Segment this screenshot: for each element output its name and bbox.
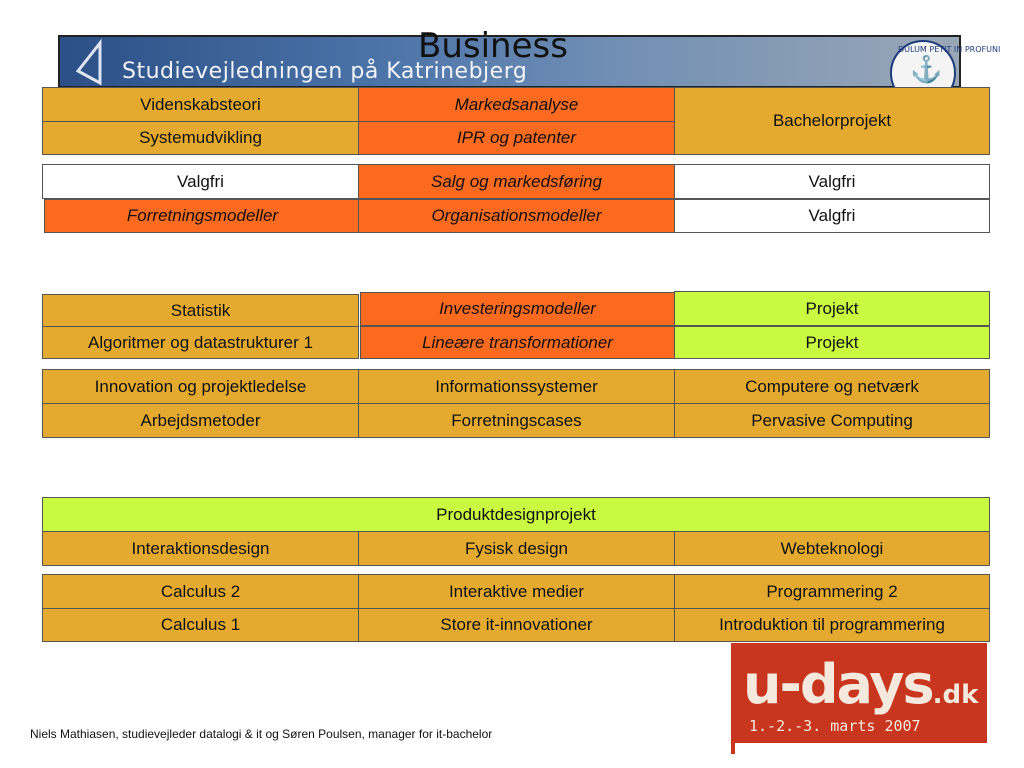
course-organisationsmodeller: Organisationsmodeller xyxy=(358,199,675,233)
course-videnskabsteori: Videnskabsteori xyxy=(42,87,359,122)
course-ipr-og-patenter: IPR og patenter xyxy=(358,121,675,155)
course-projekt: Projekt xyxy=(674,326,990,359)
course-investeringsmodeller: Investeringsmodeller xyxy=(360,292,675,326)
course-fysisk-design: Fysisk design xyxy=(358,531,675,566)
course-statistik: Statistik xyxy=(42,294,359,327)
course-programmering-2: Programmering 2 xyxy=(674,574,990,609)
course-calculus-2: Calculus 2 xyxy=(42,574,359,609)
course-store-it-innovationer: Store it-innovationer xyxy=(358,608,675,642)
course-arbejdsmetoder: Arbejdsmetoder xyxy=(42,403,359,438)
udays-logo xyxy=(731,643,987,743)
course-algoritmer-og-datastrukturer: Algoritmer og datastrukturer 1 xyxy=(42,326,359,359)
course-lineaere-transformationer: Lineære transformationer xyxy=(360,326,675,359)
course-introduktion-til-programmering: Introduktion til programmering xyxy=(674,608,990,642)
course-salg-og-markedsforing: Salg og markedsføring xyxy=(358,164,675,199)
course-forretningsmodeller: Forretningsmodeller xyxy=(44,199,361,233)
course-forretningscases: Forretningscases xyxy=(358,403,675,438)
udays-logo-main: u-days xyxy=(743,653,933,716)
course-systemudvikling: Systemudvikling xyxy=(42,121,359,155)
footer-credit: Niels Mathiasen, studievejleder datalogi & it og Søren Poulsen, manager for it-bachelor xyxy=(30,727,493,741)
course-interaktive-medier: Interaktive medier xyxy=(358,574,675,609)
course-valgfri: Valgfri xyxy=(674,164,990,199)
banner-text: Studievejledningen på Katrinebjerg xyxy=(122,59,528,84)
udays-dates: 1.-2.-3. marts 2007 xyxy=(749,717,921,735)
seal-text: DULUM PETIT IN PROFUNI xyxy=(898,45,1001,54)
page-title: Business xyxy=(418,26,568,66)
course-produktdesignprojekt: Produktdesignprojekt xyxy=(42,497,990,532)
udays-logo-suffix: .dk xyxy=(932,680,979,710)
udays-logo-text xyxy=(743,653,979,723)
course-projekt: Projekt xyxy=(674,291,990,326)
course-computere-og-netvaerk: Computere og netværk xyxy=(674,369,990,404)
course-markedsanalyse: Markedsanalyse xyxy=(358,87,675,122)
course-pervasive-computing: Pervasive Computing xyxy=(674,403,990,438)
course-valgfri: Valgfri xyxy=(42,164,359,199)
course-innovation-og-projektledelse: Innovation og projektledelse xyxy=(42,369,359,404)
course-calculus-1: Calculus 1 xyxy=(42,608,359,642)
course-valgfri: Valgfri xyxy=(674,199,990,233)
udays-strip xyxy=(731,740,735,754)
course-bachelorprojekt: Bachelorprojekt xyxy=(674,87,990,155)
university-logo-icon xyxy=(70,41,114,85)
course-webteknologi: Webteknologi xyxy=(674,531,990,566)
course-interaktionsdesign: Interaktionsdesign xyxy=(42,531,359,566)
anchor-icon: ⚓ xyxy=(910,54,943,84)
course-informationssystemer: Informationssystemer xyxy=(358,369,675,404)
